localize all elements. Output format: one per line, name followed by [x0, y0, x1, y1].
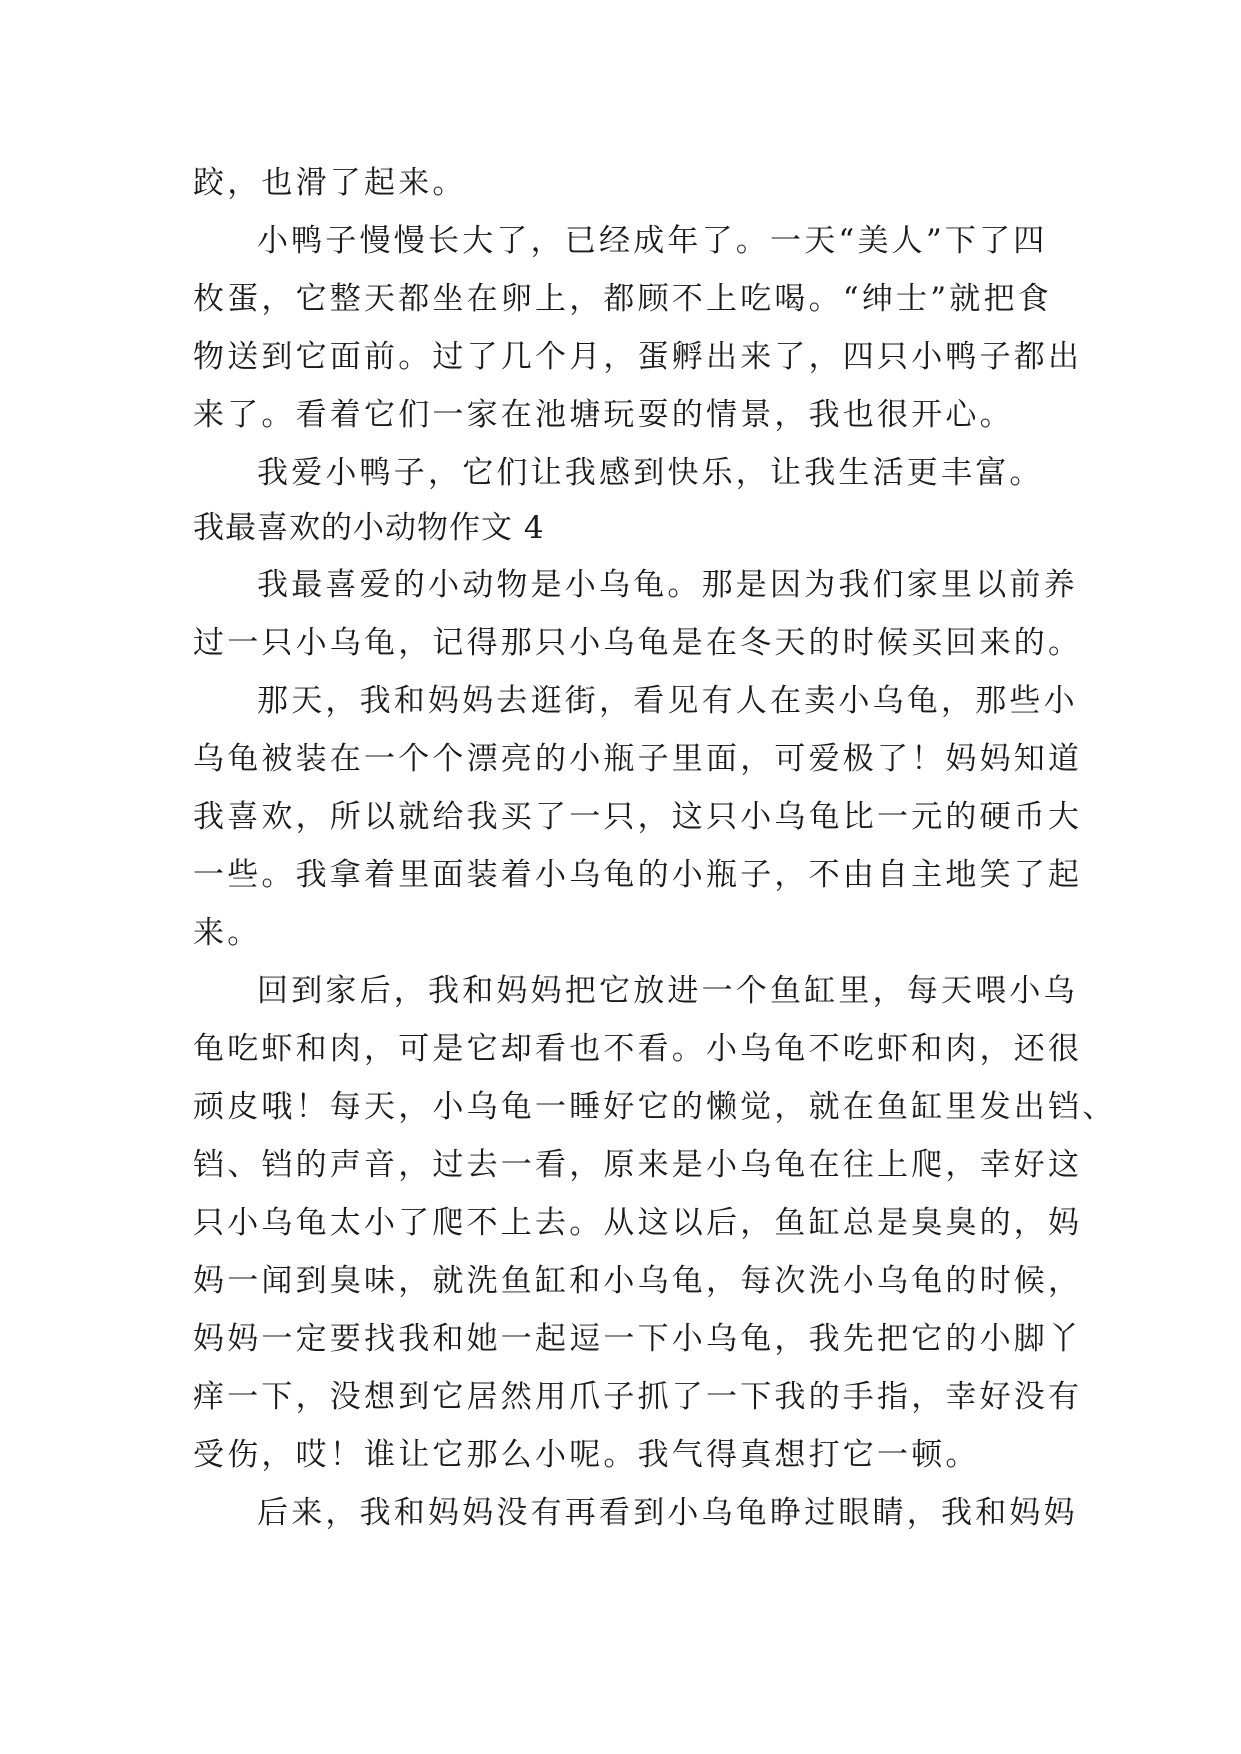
text-line: 妈妈一定要找我和她一起逗一下小乌龟，我先把它的小脚丫	[193, 1321, 1083, 1357]
paragraph-first-line: 那天，我和妈妈去逛街，看见有人在卖小乌龟，那些小	[257, 683, 1078, 719]
text-line: 我喜欢，所以就给我买了一只，这只小乌龟比一元的硬币大	[193, 799, 1083, 835]
section-heading: 我最喜欢的小动物作文 4	[193, 510, 545, 546]
text-line: 顽皮哦！每天，小乌龟一睡好它的懒觉，就在鱼缸里发出铛、	[193, 1089, 1117, 1125]
text-line: 过一只小乌龟，记得那只小乌龟是在冬天的时候买回来的。	[193, 625, 1083, 661]
paragraph-first-line: 我爱小鸭子，它们让我感到快乐，让我生活更丰富。	[257, 455, 1044, 491]
text-line: 来。	[193, 915, 262, 951]
paragraph-first-line: 回到家后，我和妈妈把它放进一个鱼缸里，每天喂小乌	[257, 973, 1078, 1009]
paragraph-first-line: 小鸭子慢慢长大了，已经成年了。一天“美人”下了四	[257, 223, 1048, 259]
text-line: 铛、铛的声音，过去一看，原来是小乌龟在往上爬，幸好这	[193, 1147, 1083, 1183]
text-line: 来了。看着它们一家在池塘玩耍的情景，我也很开心。	[193, 397, 1014, 433]
text-line: 只小乌龟太小了爬不上去。从这以后，鱼缸总是臭臭的，妈	[193, 1205, 1083, 1241]
paragraph-first-line: 我最喜爱的小动物是小乌龟。那是因为我们家里以前养	[257, 567, 1078, 603]
text-line: 物送到它面前。过了几个月，蛋孵出来了，四只小鸭子都出	[193, 339, 1083, 375]
text-line: 痒一下，没想到它居然用爪子抓了一下我的手指，幸好没有	[193, 1379, 1083, 1415]
text-line: 一些。我拿着里面装着小乌龟的小瓶子，不由自主地笑了起	[193, 857, 1083, 893]
text-line: 妈一闻到臭味，就洗鱼缸和小乌龟，每次洗小乌龟的时候，	[193, 1263, 1083, 1299]
text-line: 跤，也滑了起来。	[193, 165, 467, 201]
text-line: 龟吃虾和肉，可是它却看也不看。小乌龟不吃虾和肉，还很	[193, 1031, 1083, 1067]
text-line: 枚蛋，它整天都坐在卵上，都顾不上吃喝。“绅士”就把食	[193, 281, 1052, 317]
text-line: 受伤，哎！谁让它那么小呢。我气得真想打它一顿。	[193, 1437, 980, 1473]
paragraph-first-line: 后来，我和妈妈没有再看到小乌龟睁过眼睛，我和妈妈	[257, 1495, 1078, 1531]
text-line: 乌龟被装在一个个漂亮的小瓶子里面，可爱极了！妈妈知道	[193, 741, 1083, 777]
